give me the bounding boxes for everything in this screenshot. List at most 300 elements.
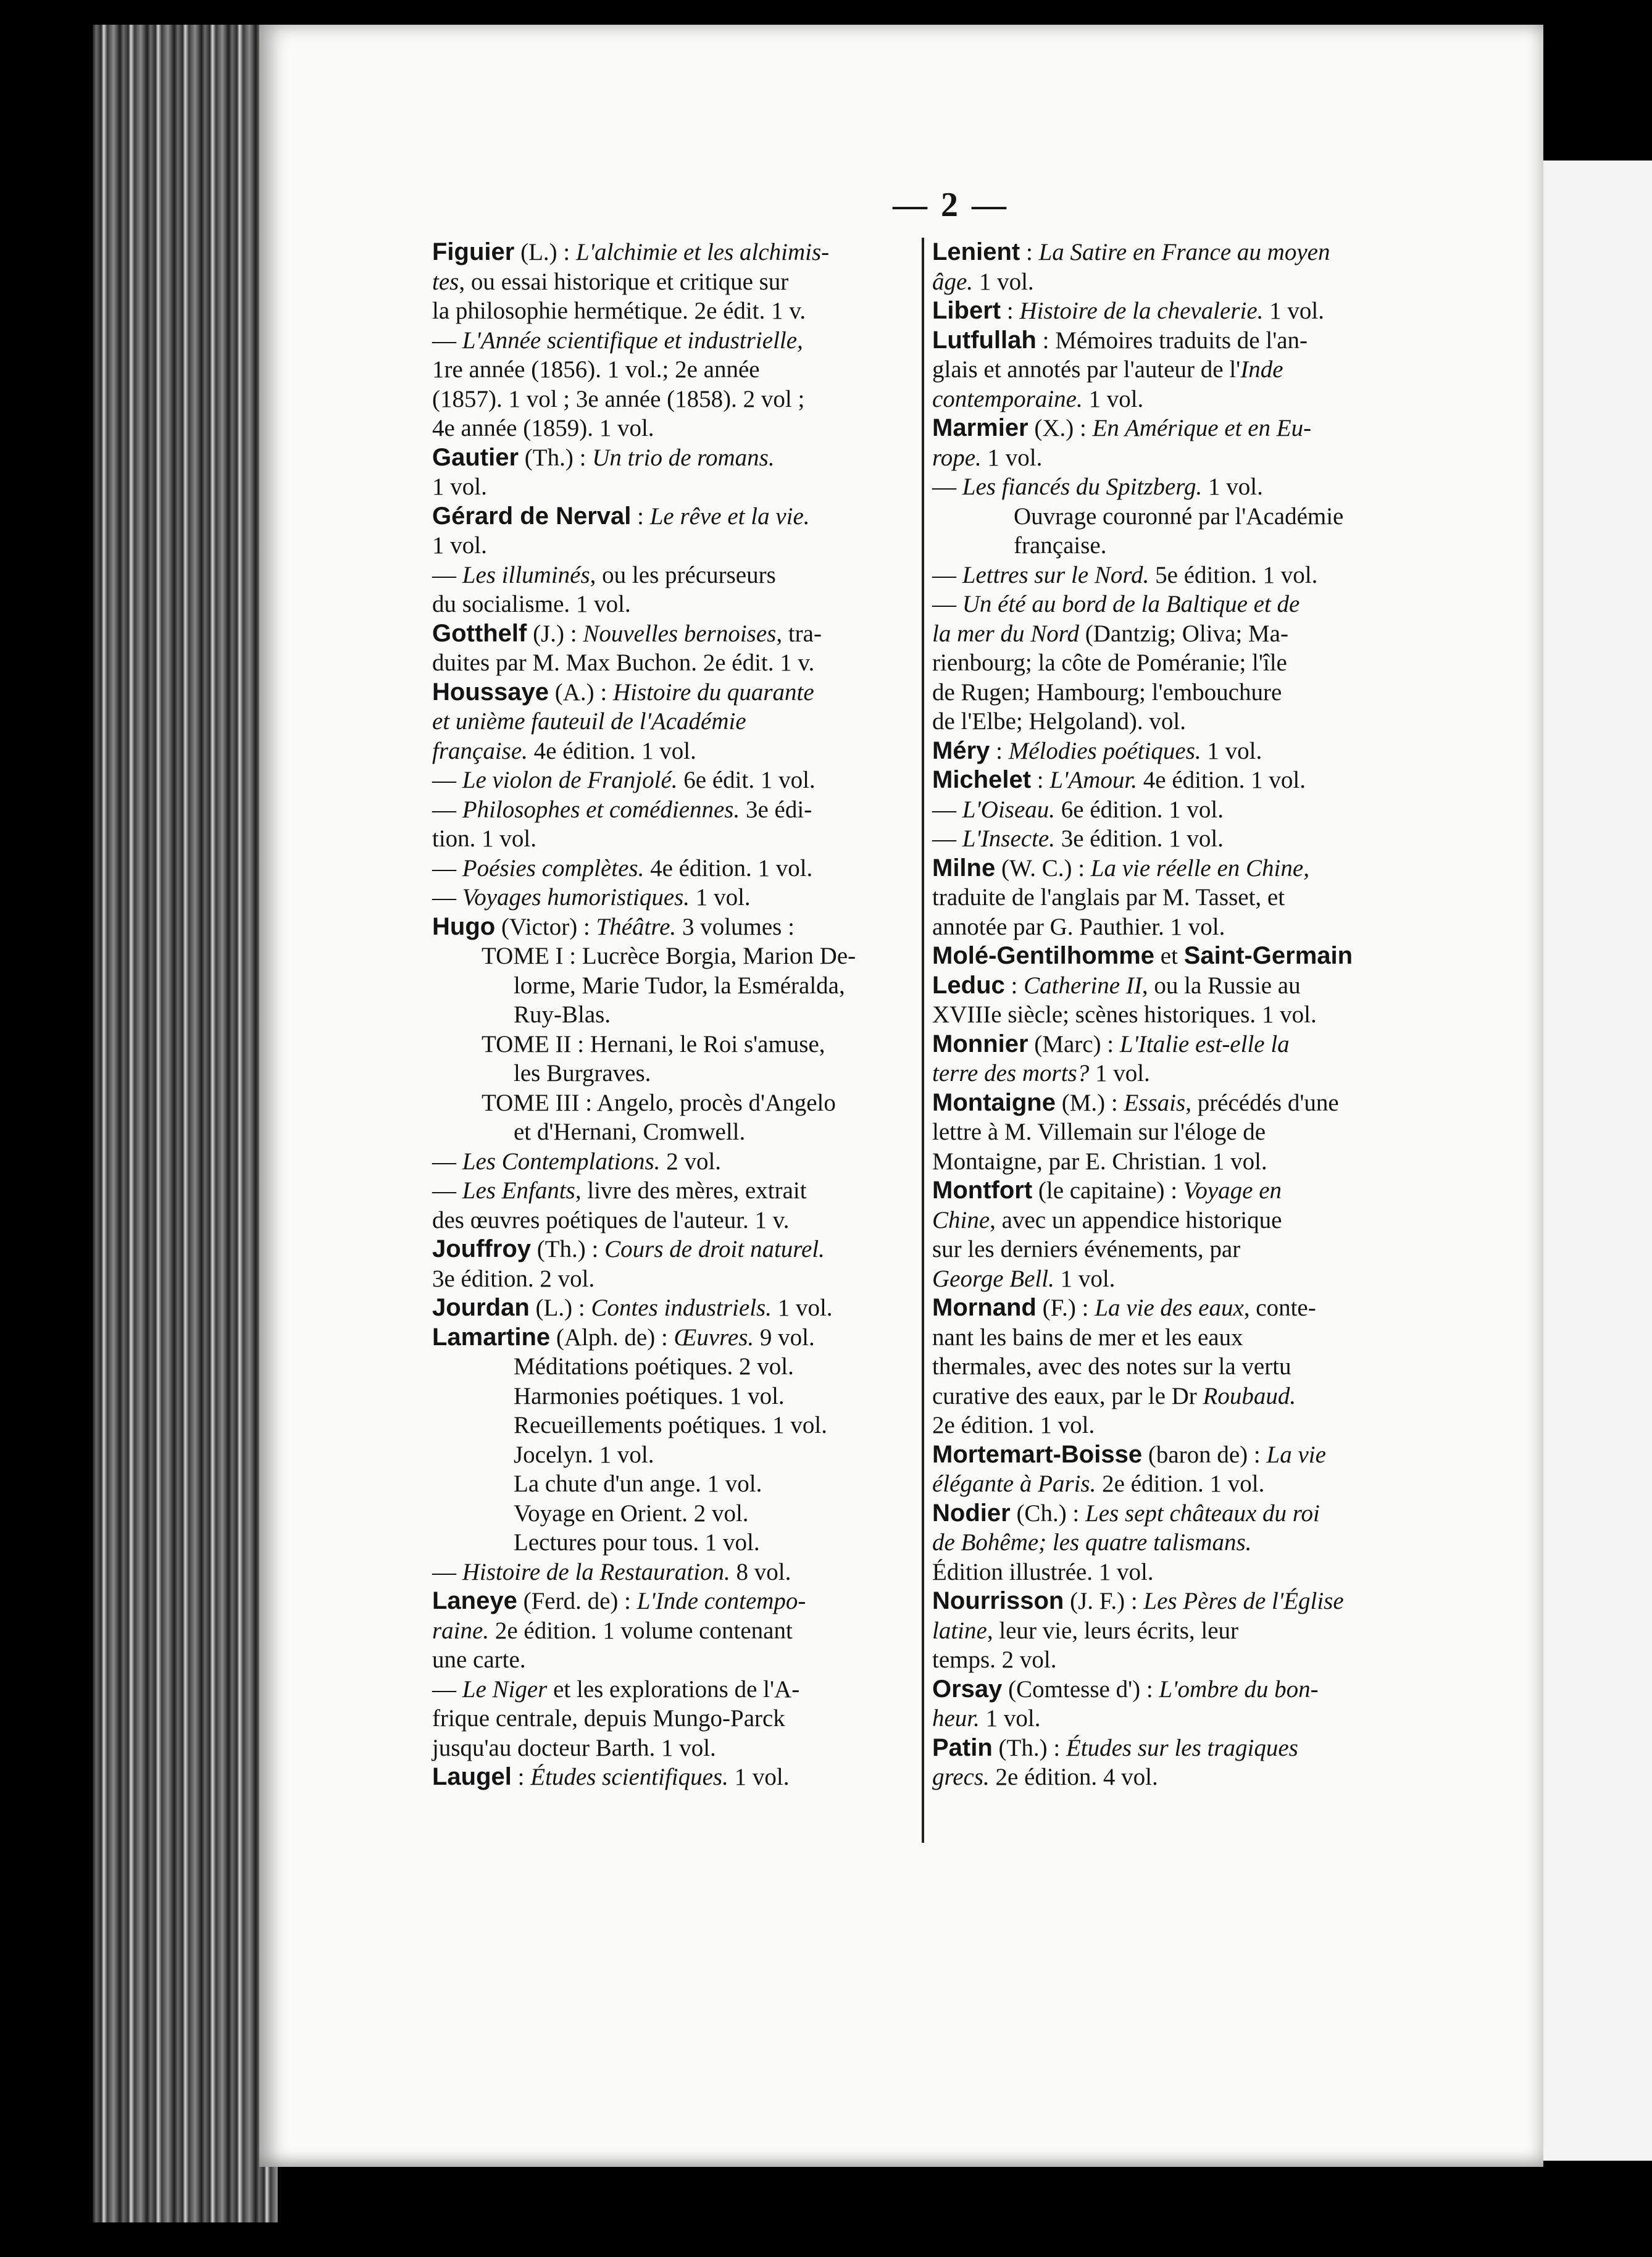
entry-line [932, 1059, 1445, 1088]
work-title: heur. [932, 1705, 980, 1732]
entry-line [932, 1235, 1445, 1264]
entry-text: Harmonies poétiques. 1 vol. [514, 1382, 785, 1409]
entry-text: 1 vol. [1201, 737, 1262, 764]
entry-line [432, 355, 926, 385]
entry-text: (A.) : [548, 678, 613, 706]
entry-text: : [1031, 767, 1050, 793]
entry-text: , ou la Russie au [1141, 972, 1301, 999]
entry-line [932, 824, 1445, 854]
work-title: Œuvres. [674, 1324, 754, 1351]
entry-text: de Rugen; Hambourg; l'embouchure [932, 678, 1282, 706]
entry-text: (Dantzig; Oliva; Ma- [1078, 620, 1288, 647]
entry-text: une carte. [432, 1646, 526, 1673]
catalog-entry [932, 561, 1445, 590]
entry-line [932, 1030, 1445, 1059]
entry-line [932, 267, 1445, 297]
left-column [432, 238, 926, 1792]
entry-text: 2e édition. 4 vol. [989, 1764, 1158, 1790]
catalog-entry [932, 854, 1445, 942]
work-title: Catherine II [1024, 972, 1142, 999]
entry-line [932, 355, 1445, 385]
entry-line [477, 1499, 926, 1529]
catalog-entry [432, 443, 926, 502]
entry-text: de l'Elbe; Helgoland). vol. [932, 708, 1187, 735]
author-name: Hugo [432, 912, 496, 940]
catalog-entry [432, 1323, 926, 1558]
entry-line [977, 502, 1445, 532]
entry-text: 8 vol. [730, 1558, 791, 1585]
catalog-entry [432, 238, 926, 326]
work-title: En Amérique et en Eu- [1092, 415, 1312, 441]
entry-text: (J.) : [527, 620, 583, 647]
catalog-entry [432, 678, 926, 766]
entry-line [932, 326, 1445, 356]
entry-text: — [432, 561, 462, 588]
entry-line [477, 1411, 926, 1440]
entry-text: (M.) : [1055, 1089, 1124, 1116]
entry-text: et [1154, 943, 1184, 969]
entry-text: du socialisme. 1 vol. [432, 591, 631, 617]
work-title: Voyage en [1183, 1177, 1282, 1204]
catalog-entry [432, 795, 926, 854]
entry-line [932, 1206, 1445, 1235]
entry-line [932, 1264, 1445, 1294]
entry-line [932, 1352, 1445, 1382]
author-name: Jourdan [432, 1294, 530, 1321]
author-name: Méry [932, 736, 990, 764]
author-name: Molé-Gentilhomme [932, 942, 1155, 969]
entry-text: 4e édition. 1 vol. [527, 737, 696, 764]
entry-line [477, 1440, 926, 1470]
entry-text: — [432, 884, 462, 911]
entry-text: 4e édition. 1 vol. [1137, 767, 1306, 793]
right-column [932, 238, 1445, 1792]
work-title: L'Inde contempo- [636, 1588, 806, 1614]
entry-line [432, 678, 926, 707]
entry-text: : [1001, 298, 1020, 324]
entry-line [477, 1382, 926, 1411]
entry-text: 1 vol. [979, 1705, 1041, 1732]
entry-text: curative des eaux, par le Dr [932, 1382, 1203, 1409]
entry-text: rienbourg; la côte de Poméranie; l'île [932, 649, 1287, 676]
catalog-entry [432, 1587, 926, 1675]
entry-text: , conte- [1243, 1295, 1316, 1321]
work-title: Roubaud. [1203, 1382, 1296, 1409]
entry-text: Méditations poétiques. 2 vol. [514, 1353, 794, 1380]
entry-text: 2 vol. [660, 1148, 722, 1175]
entry-text: Édition illustrée. 1 vol. [932, 1558, 1154, 1585]
entry-line [932, 971, 1445, 1001]
entry-text: TOME II : Hernani, le Roi s'amuse, [482, 1030, 825, 1058]
author-name: Michelet [932, 766, 1032, 793]
entry-text: traduite de l'anglais par M. Tasset, et [932, 884, 1285, 911]
entry-line [932, 1411, 1445, 1440]
author-name: Gérard de Nerval [432, 502, 632, 530]
work-title: Essais [1124, 1089, 1186, 1116]
author-name: Marmier [932, 414, 1028, 441]
entry-text: (Th.) : [519, 444, 593, 471]
work-title: Les sept châteaux du roi [1085, 1500, 1320, 1527]
catalog-entry [932, 1293, 1445, 1440]
entry-line [477, 941, 926, 971]
entry-line [477, 1088, 926, 1118]
author-name: Lamartine [432, 1323, 551, 1351]
entry-line [932, 1147, 1445, 1177]
work-title: Théâtre. [596, 913, 677, 940]
entry-line [477, 1059, 926, 1088]
entry-line [432, 1323, 926, 1353]
entry-text: , avec un appendice historique [990, 1206, 1282, 1233]
entry-line [432, 883, 926, 912]
author-name: Gotthelf [432, 619, 527, 647]
work-title: L'Oiseau. [962, 796, 1056, 823]
entry-line [932, 1558, 1445, 1587]
entry-text: — [932, 561, 962, 588]
entry-line [932, 472, 1445, 502]
entry-text: — [432, 327, 462, 354]
catalog-entry [432, 1147, 926, 1177]
entry-line [432, 707, 926, 736]
entry-text: et les explorations de l'A- [547, 1675, 800, 1703]
entry-text: 1 vol. [432, 532, 487, 559]
work-title: Cours de droit naturel. [604, 1236, 825, 1262]
entry-line [932, 414, 1445, 443]
entry-line [932, 1528, 1445, 1558]
entry-line [432, 238, 926, 267]
entry-line [432, 326, 926, 356]
catalog-entry [932, 1176, 1445, 1293]
work-title: grecs. [932, 1764, 990, 1790]
entry-text: jusqu'au docteur Barth. 1 vol. [432, 1734, 716, 1761]
entry-text: tion. 1 vol. [432, 825, 537, 852]
entry-line [932, 1440, 1445, 1470]
entry-line [477, 1352, 926, 1382]
catalog-entry [932, 326, 1445, 414]
author-name: Monnier [932, 1030, 1028, 1058]
entry-text: — [432, 1148, 462, 1175]
catalog-entry [432, 854, 926, 883]
work-title: Un été au bord de la Baltique et de [962, 591, 1300, 617]
entry-text: thermales, avec des notes sur la vertu [932, 1353, 1291, 1380]
catalog-entry [932, 238, 1445, 296]
work-title: et unième fauteuil de l'Académie [432, 708, 746, 735]
author-name: Milne [932, 854, 996, 882]
entry-line [932, 1704, 1445, 1733]
entry-line [432, 619, 926, 649]
entry-text: , leur vie, leurs écrits, leur [987, 1617, 1239, 1644]
author-name: Mornand [932, 1294, 1037, 1321]
entry-line [932, 1293, 1445, 1323]
author-name: Orsay [932, 1675, 1003, 1703]
author-name: Patin [932, 1733, 993, 1761]
entry-text: (F.) : [1036, 1295, 1095, 1321]
entry-text: nant les bains de mer et les eaux [932, 1324, 1243, 1351]
catalog-entry [932, 1499, 1445, 1587]
entry-line [932, 443, 1445, 473]
work-title: Le rêve et la vie. [649, 503, 810, 530]
catalog-entry [432, 561, 926, 619]
entry-text: 3 volumes : [676, 913, 795, 940]
catalog-entry [432, 502, 926, 561]
work-title: Inde [1240, 356, 1283, 383]
entry-text: 3e édition. 1 vol. [1054, 825, 1224, 852]
entry-text: 1 vol. [973, 268, 1034, 295]
entry-line [932, 590, 1445, 619]
entry-line [932, 1587, 1445, 1616]
work-title: La vie des eaux [1095, 1295, 1244, 1321]
work-title: La vie [1266, 1441, 1326, 1468]
entry-line [932, 707, 1445, 736]
entry-line [477, 1469, 926, 1499]
catalog-entry [932, 1675, 1445, 1733]
entry-line [932, 795, 1445, 825]
catalog-entry [932, 472, 1445, 561]
entry-text: (L.) : [529, 1295, 591, 1321]
entry-line [432, 1147, 926, 1177]
entry-text: 1 vol. [432, 474, 487, 500]
entry-line [477, 971, 926, 1001]
entry-text: (Comtesse d') : [1002, 1675, 1159, 1703]
entry-text: temps. 2 vol. [932, 1646, 1057, 1673]
entry-text: , ou les précurseurs [590, 561, 776, 588]
entry-line [932, 1499, 1445, 1529]
catalog-entry [932, 1088, 1445, 1177]
entry-text: XVIIIe siècle; scènes historiques. 1 vol. [932, 1001, 1317, 1028]
entry-text: 4e année (1859). 1 vol. [432, 415, 654, 441]
entry-line [932, 678, 1445, 707]
entry-line [432, 590, 926, 619]
entry-line [432, 561, 926, 590]
entry-line [432, 502, 926, 532]
entry-text: : [1020, 239, 1039, 265]
entry-line [432, 1587, 926, 1616]
entry-text: , tra- [776, 620, 822, 647]
work-title: Lettres sur le Nord. [962, 561, 1149, 588]
work-title: L'ombre du bon- [1159, 1675, 1319, 1703]
catalog-entry [932, 795, 1445, 825]
entry-text: (Ferd. de) : [517, 1588, 637, 1614]
entry-line [432, 1293, 926, 1323]
entry-text: 5e édition. 1 vol. [1149, 561, 1318, 588]
work-title: Les Enfants [462, 1177, 575, 1204]
work-title: L'Italie est-elle la [1119, 1030, 1290, 1058]
work-title: la mer du Nord [932, 620, 1079, 647]
entry-line [432, 1616, 926, 1646]
entry-text: lettre à M. Villemain sur l'éloge de [932, 1119, 1266, 1145]
entry-line [432, 531, 926, 561]
entry-line [432, 1176, 926, 1206]
work-title: Poésies complètes. [462, 854, 645, 882]
catalog-entry [932, 824, 1445, 854]
author-name: Laneye [432, 1587, 517, 1614]
entry-line [932, 296, 1445, 326]
entry-text: — [432, 767, 462, 793]
entry-text: : [990, 737, 1009, 764]
entry-line [932, 736, 1445, 766]
entry-line [932, 766, 1445, 795]
entry-text: — [432, 854, 462, 882]
entry-text: — [932, 591, 962, 617]
work-title: française. [432, 737, 528, 764]
catalog-entry [432, 766, 926, 795]
work-title: La Satire en France au moyen [1038, 239, 1330, 265]
entry-line [432, 1733, 926, 1763]
entry-line [477, 1117, 926, 1147]
work-title: raine. [432, 1617, 490, 1644]
catalog-entry [932, 590, 1445, 736]
work-title: terre des morts? [932, 1060, 1090, 1087]
entry-text: 1 vol. [1263, 298, 1324, 324]
entry-text: La chute d'un ange. 1 vol. [514, 1471, 762, 1497]
entry-line [432, 1558, 926, 1587]
entry-line [432, 766, 926, 795]
entry-text: — [432, 1177, 462, 1204]
entry-line [432, 912, 926, 942]
entry-text: annotée par G. Pauthier. 1 vol. [932, 913, 1225, 940]
entry-line [477, 1528, 926, 1558]
entry-line [932, 1645, 1445, 1675]
work-title: Le Niger [462, 1675, 548, 1703]
entry-text: Lectures pour tous. 1 vol. [514, 1529, 760, 1556]
entry-text: 2e édition. 1 volume contenant [489, 1617, 793, 1644]
entry-text: , livre des mères, extrait [575, 1177, 807, 1204]
work-title: Nouvelles bernoises [583, 620, 777, 647]
entry-text: Voyage en Orient. 2 vol. [514, 1500, 749, 1527]
catalog-entry [432, 1293, 926, 1323]
entry-line [932, 883, 1445, 912]
entry-line [932, 1176, 1445, 1206]
entry-text: 1 vol. [1054, 1265, 1116, 1292]
work-title: Histoire de la chevalerie. [1019, 298, 1264, 324]
author-name: Nodier [932, 1499, 1011, 1527]
author-name: Laugel [432, 1763, 512, 1790]
work-title: élégante à Paris. [932, 1471, 1096, 1497]
catalog-entry [432, 1763, 926, 1792]
catalog-entry [932, 414, 1445, 472]
catalog-entry [432, 883, 926, 912]
work-title: âge. [932, 268, 974, 295]
entry-text: 1re année (1856). 1 vol.; 2e année [432, 356, 760, 383]
work-title: George Bell. [932, 1265, 1054, 1292]
entry-text: (Victor) : [495, 913, 596, 940]
entry-line [432, 824, 926, 854]
entry-line [932, 1000, 1445, 1030]
entry-line [432, 1675, 926, 1704]
entry-text: duites par M. Max Buchon. 2e édit. 1 v. [432, 649, 815, 676]
entry-text: — [432, 1558, 462, 1585]
entry-text: frique centrale, depuis Mungo-Parck [432, 1705, 785, 1732]
entry-text: (le capitaine) : [1032, 1177, 1183, 1204]
entry-line [432, 472, 926, 502]
entry-text: TOME I : Lucrèce Borgia, Marion De- [482, 943, 856, 969]
entry-text: (X.) : [1028, 415, 1093, 441]
entry-text: et d'Hernani, Cromwell. [514, 1119, 746, 1145]
entry-line [432, 1264, 926, 1294]
author-name: Libert [932, 297, 1001, 324]
work-title: Histoire de la Restauration. [462, 1558, 730, 1585]
entry-line [432, 795, 926, 825]
entry-text: 3e édition. 2 vol. [432, 1265, 595, 1292]
author-name: Nourrisson [932, 1587, 1064, 1614]
entry-text: lorme, Marie Tudor, la Esméralda, [514, 972, 845, 999]
entry-line [932, 1323, 1445, 1353]
entry-text: (Th.) : [992, 1734, 1066, 1761]
work-title: Philosophes et comédiennes. [462, 796, 740, 823]
entry-line [432, 443, 926, 473]
author-name: Leduc [932, 971, 1005, 999]
entry-line [432, 296, 926, 326]
entry-line [977, 531, 1445, 561]
work-title: Voyages humoristiques. [462, 884, 690, 911]
work-title: La vie réelle en Chine, [1090, 854, 1309, 882]
entry-line [432, 1645, 926, 1675]
work-title: L'alchimie et les alchimis- [575, 239, 830, 265]
catalog-entry [432, 912, 926, 1147]
work-title: Études scientifiques. [530, 1764, 728, 1790]
author-name: Figuier [432, 238, 515, 265]
catalog-entry [932, 736, 1445, 766]
entry-text: 1 vol. [1202, 474, 1263, 500]
author-name: Mortemart-Boisse [932, 1440, 1143, 1468]
author-name: Saint-Germain [1183, 942, 1353, 969]
work-title: de Bohême; les quatre talismans. [932, 1529, 1252, 1556]
entry-text: — [932, 796, 962, 823]
entry-text: 6e édit. 1 vol. [677, 767, 816, 793]
entry-text: la philosophie hermétique. 2e édit. 1 v. [432, 298, 806, 324]
entry-line [932, 1616, 1445, 1646]
work-title: L'Insecte. [962, 825, 1055, 852]
work-title: Le violon de Franjolé. [462, 767, 678, 793]
work-title: L'Année scientifique et industrielle, [462, 327, 803, 354]
entry-line [932, 648, 1445, 678]
entry-line [932, 912, 1445, 942]
entry-line [932, 1088, 1445, 1118]
entry-line [432, 1235, 926, 1264]
entry-line [932, 561, 1445, 590]
entry-line [432, 1763, 926, 1792]
catalog-entry [932, 1733, 1445, 1792]
entry-text: TOME III : Angelo, procès d'Angelo [482, 1089, 836, 1116]
entry-line [932, 1469, 1445, 1499]
entry-line [432, 1704, 926, 1733]
entry-text: 2e édition. 1 vol. [1096, 1471, 1265, 1497]
work-title: Contes industriels. [591, 1295, 772, 1321]
entry-line [432, 414, 926, 443]
entry-line [932, 1117, 1445, 1147]
entry-text: (L.) : [514, 239, 576, 265]
entry-line [932, 1733, 1445, 1763]
entry-text: 9 vol. [754, 1324, 815, 1351]
entry-text: les Burgraves. [514, 1060, 651, 1087]
work-title: Chine [932, 1206, 990, 1233]
author-name: Montaigne [932, 1088, 1056, 1116]
entry-line [932, 1382, 1445, 1411]
author-name: Jouffroy [432, 1235, 531, 1262]
entry-text: : [511, 1764, 531, 1790]
page-number: — 2 — [893, 186, 1009, 224]
entry-text: 1 vol. [1082, 385, 1144, 412]
entry-line [477, 1030, 926, 1059]
entry-text: 1 vol. [728, 1764, 790, 1790]
entry-text: sur les derniers événements, par [932, 1236, 1241, 1262]
entry-text: des œuvres poétiques de l'auteur. 1 v. [432, 1206, 790, 1233]
entry-text: française. [1014, 532, 1107, 559]
catalog-entry [432, 619, 926, 678]
entry-text: 6e édition. 1 vol. [1055, 796, 1224, 823]
entry-line [432, 648, 926, 678]
entry-text: Montaigne, par E. Christian. 1 vol. [932, 1148, 1267, 1175]
entry-text: (Alph. de) : [550, 1324, 674, 1351]
